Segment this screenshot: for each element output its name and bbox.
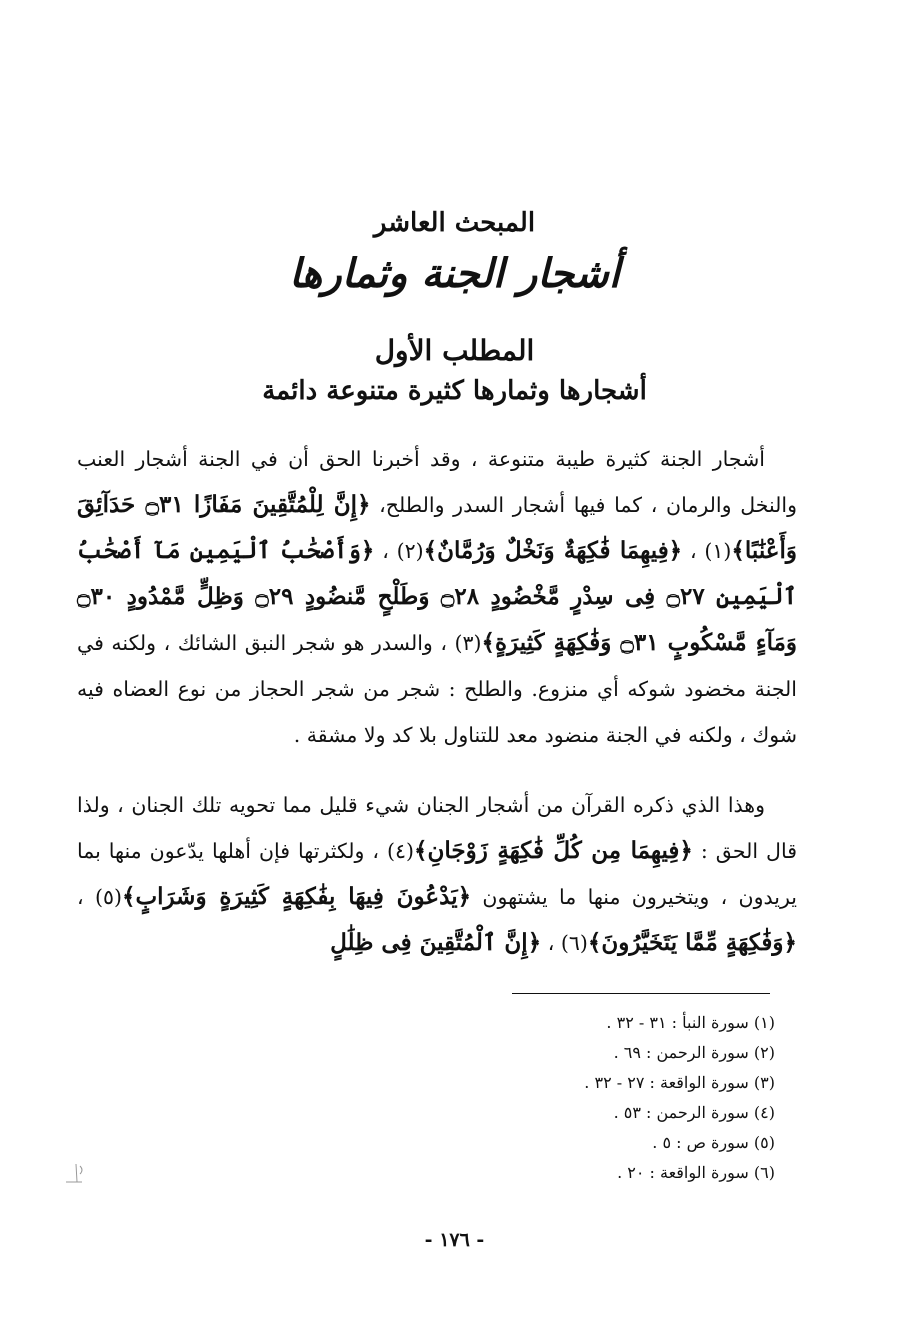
body-paragraph-2 bbox=[77, 782, 797, 966]
chapter-label: المبحث العاشر bbox=[373, 208, 536, 238]
footnote-item: (١) سورة النبأ : ٣١ - ٣٢ . bbox=[606, 1013, 775, 1032]
quran-verse: ﴿إِنَّ لِلْمُتَّقِينَ مَفَازًا ۝٣١ حَدَآئِقَ وَأَعْنَٰبًا﴾ bbox=[77, 491, 797, 564]
footnote-item: (٣) سورة الواقعة : ٢٧ - ٣٢ . bbox=[584, 1073, 775, 1092]
footnote-divider bbox=[512, 993, 770, 994]
paragraph-text: أشجار الجنة كثيرة طيبة متنوعة ، وقد أخبرنا الحق أن في الجنة أشجار العنب والنخل والرمان ، كما فيها أشجار السدر والطلح، bbox=[77, 447, 797, 517]
page-number: - ١٧٦ - bbox=[424, 1229, 485, 1251]
footnote-item: (٥) سورة ص : ٥ . bbox=[652, 1133, 775, 1152]
paragraph-text: (٦) ، bbox=[541, 931, 588, 955]
quran-verse: ﴿إِنَّ ٱلْمُتَّقِينَ فِى ظِلَٰلٍ bbox=[330, 929, 542, 956]
paragraph-text: وهذا الذي ذكره القرآن من أشجار الجنان شيء قليل مما تحويه تلك الجنان ، ولذا قال الحق : bbox=[77, 793, 797, 863]
paragraph-text: (١) ، bbox=[682, 539, 732, 563]
quran-verse: ﴿فِيهِمَا مِن كُلِّ فَٰكِهَةٍ زَوْجَانِ﴾ bbox=[414, 837, 693, 864]
quran-verse: ﴿وَأَصْحَٰبُ ٱلْيَمِينِ مَآ أَصْحَٰبُ ٱلْيَمِينِ ۝٢٧ فِى سِدْرٍ مَّخْضُودٍ ۝٢٨ وَطَلْحٍ مَّنضُودٍ ۝٢٩ وَظِلٍّ مَّمْدُودٍ ۝٣٠ وَمَآءٍ مَّسْكُوبٍ ۝٣١ وَفَٰكِهَةٍ كَثِيرَةٍ﴾ bbox=[77, 537, 798, 656]
quran-verse: ﴿يَدْعُونَ فِيهَا بِفَٰكِهَةٍ كَثِيرَةٍ وَشَرَابٍ﴾ bbox=[121, 883, 472, 910]
footnote-item: (٦) سورة الواقعة : ٢٠ . bbox=[617, 1163, 775, 1182]
paragraph-text: (٤) ، ولكثرتها فإن أهلها يدّعون منها بما يريدون ، ويتخيرون منها ما يشتهون bbox=[77, 839, 797, 909]
footnote-item: (٢) سورة الرحمن : ٦٩ . bbox=[613, 1043, 775, 1062]
paragraph-text: (٣) ، والسدر هو شجر النبق الشائك ، ولكنه في الجنة مخضود شوكه أي منزوع. والطلح : شجر من شجر الحجاز من نوع العضاه فيه شوك ، ولكنه في الجنة منضود معد للتناول بلا كد ولا مشقة . bbox=[77, 631, 797, 747]
chapter-title: أشجار الجنة وثمارها bbox=[289, 250, 620, 297]
footnote-list bbox=[375, 1008, 775, 1188]
section-label: المطلب الأول bbox=[374, 334, 535, 367]
quran-verse: ﴿فِيهِمَا فَٰكِهَةٌ وَنَخْلٌ وَرُمَّانٌ﴾ bbox=[423, 537, 683, 564]
paragraph-text: (٢) ، bbox=[374, 539, 424, 563]
paragraph-text: (٥) ، bbox=[77, 885, 122, 909]
body-paragraph-1 bbox=[77, 436, 797, 758]
footnote-item: (٤) سورة الرحمن : ٥٣ . bbox=[613, 1103, 775, 1122]
quran-verse: ﴿وَفَٰكِهَةٍ مِّمَّا يَتَخَيَّرُونَ﴾ bbox=[587, 929, 797, 956]
section-title: أشجارها وثمارها كثيرة متنوعة دائمة bbox=[262, 376, 647, 406]
scan-pencil-mark bbox=[62, 1160, 102, 1190]
